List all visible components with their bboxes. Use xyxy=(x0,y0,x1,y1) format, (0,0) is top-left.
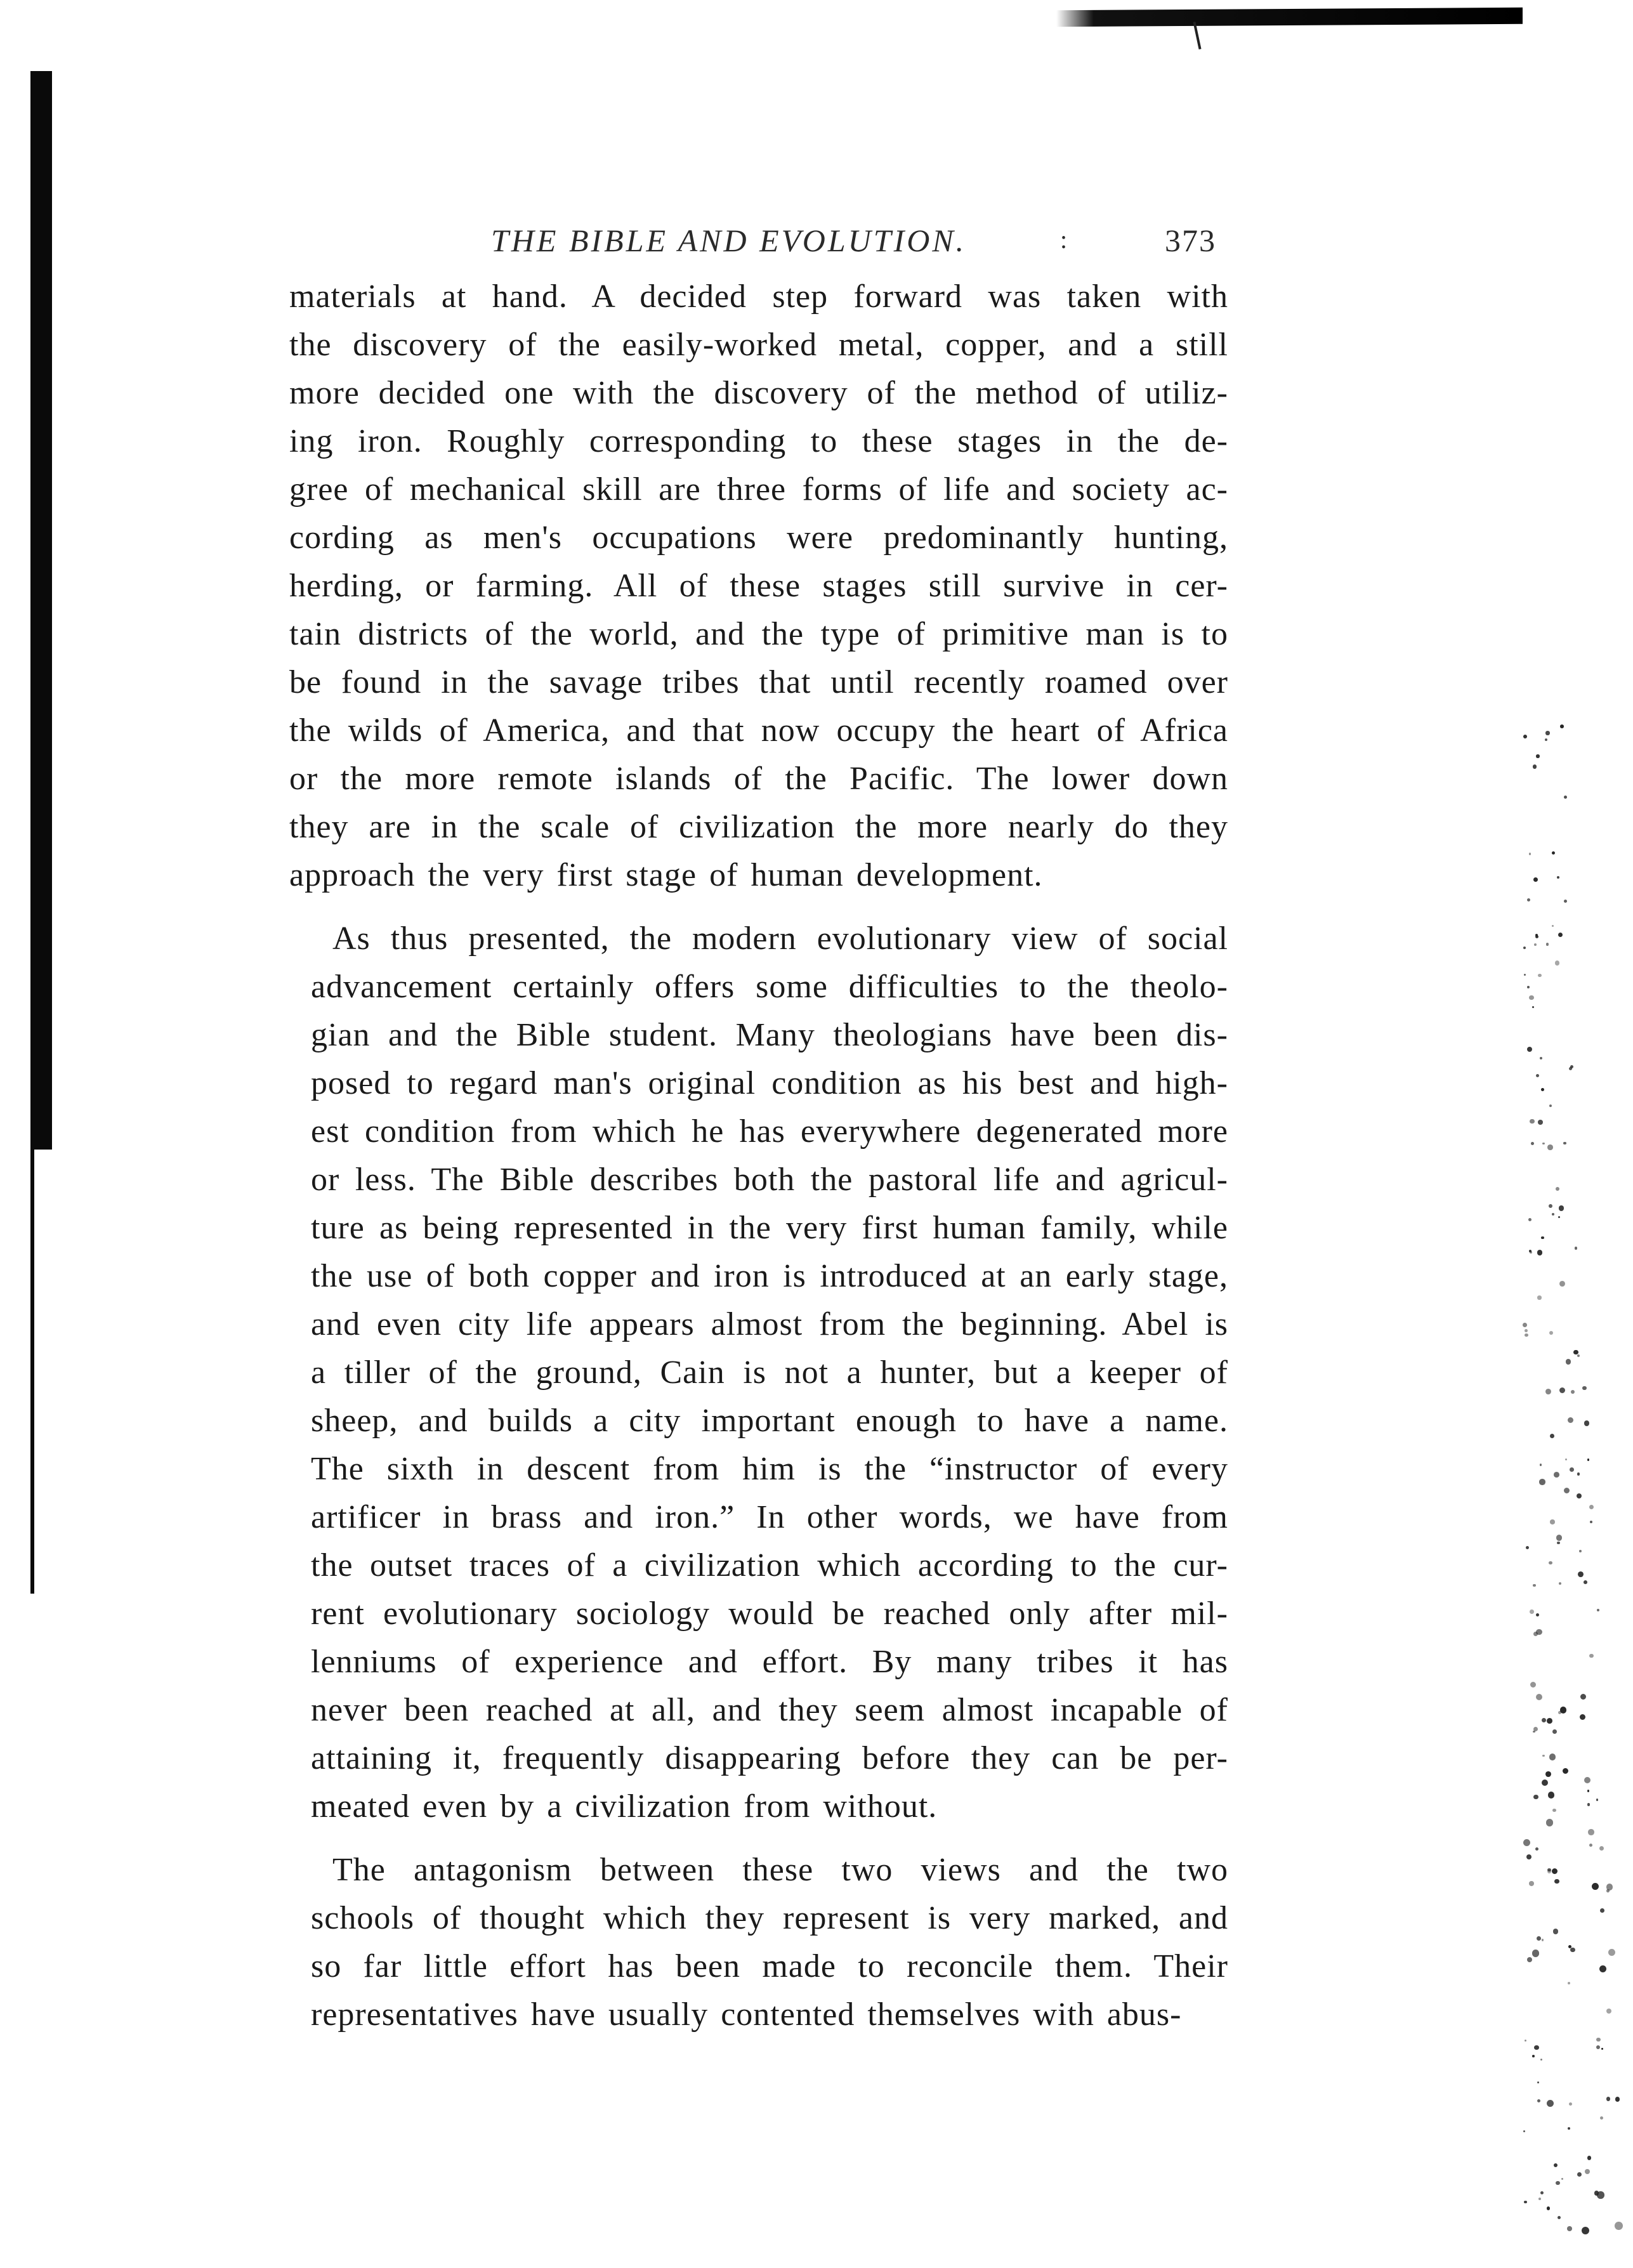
speckle xyxy=(1559,1387,1565,1393)
speckle xyxy=(1533,764,1537,769)
speckle xyxy=(1577,2172,1582,2177)
speckle xyxy=(1573,1350,1578,1355)
speckle xyxy=(1560,724,1564,728)
speckle xyxy=(1552,1729,1557,1734)
speckle xyxy=(1533,877,1538,882)
speckle xyxy=(1532,1950,1540,1957)
speckle xyxy=(1549,1753,1556,1760)
speckle xyxy=(1540,1464,1542,1466)
running-head-mark: : xyxy=(1060,225,1070,254)
text-line: they are in the scale of civilization the more nearly do they xyxy=(289,809,1228,845)
speckle xyxy=(1566,1359,1571,1365)
text-line: the discovery of the easily-worked metal, copper, and a still xyxy=(289,327,1228,363)
speckle xyxy=(1536,754,1539,757)
speckle xyxy=(1526,1854,1531,1859)
text-line: posed to regard man's original condition as his best and high- xyxy=(311,1065,1228,1101)
speckle xyxy=(1582,1386,1587,1391)
speckle xyxy=(1556,1535,1562,1540)
speckle xyxy=(1568,1982,1570,1984)
speckle xyxy=(1547,1144,1553,1150)
text-line: a tiller of the ground, Cain is not a hunter, but a keeper of xyxy=(311,1354,1228,1391)
speckle xyxy=(1542,1755,1544,1757)
speckle xyxy=(1606,1884,1613,1890)
speckle xyxy=(1541,1088,1544,1091)
speckle xyxy=(1525,2040,1526,2042)
speckle xyxy=(1564,900,1567,903)
text-line: advancement certainly offers some difficulties to the theolo- xyxy=(311,969,1228,1005)
body-text xyxy=(289,273,1241,2039)
speckle xyxy=(1599,1846,1604,1851)
speckle xyxy=(1549,1105,1552,1107)
speckle xyxy=(1523,735,1527,738)
text-line: attaining it, frequently disappearing before they can be per- xyxy=(311,1740,1228,1776)
speckle xyxy=(1523,1323,1527,1327)
speckle xyxy=(1587,1803,1590,1806)
text-line: or less. The Bible describes both the pastoral life and agricul- xyxy=(311,1162,1228,1198)
speckle xyxy=(1559,1205,1564,1210)
speckle xyxy=(1540,1057,1542,1059)
speckle xyxy=(1570,1467,1574,1472)
speckle xyxy=(1523,1839,1530,1846)
text-line: never been reached at all, and they seem almost incapable of xyxy=(311,1692,1228,1728)
speckle xyxy=(1540,2059,1543,2061)
speckle xyxy=(1547,2100,1554,2107)
text-line: and even city life appears almost from the beginning. Abel is xyxy=(311,1306,1228,1342)
speckle xyxy=(1533,1632,1538,1637)
speckle xyxy=(1558,2216,1561,2219)
top-edge-rule xyxy=(1056,8,1523,27)
speckle xyxy=(1589,1505,1594,1510)
paragraph xyxy=(289,273,1228,900)
speckle xyxy=(1534,943,1537,946)
speckle xyxy=(1579,1550,1582,1552)
speckle xyxy=(1530,1119,1534,1124)
speckle xyxy=(1525,1334,1528,1337)
speckle xyxy=(1532,1006,1534,1008)
speckle xyxy=(1527,1047,1532,1052)
speckle xyxy=(1542,1780,1548,1786)
text-line: est condition from which he has everywhere degenerated more xyxy=(311,1113,1228,1150)
speckle xyxy=(1568,1945,1571,1948)
speckle xyxy=(1556,2181,1559,2185)
speckle xyxy=(1596,2045,1601,2050)
text-line: approach the very first stage of human development. xyxy=(289,857,1043,893)
speckle xyxy=(1529,995,1533,1000)
speckle xyxy=(1575,1247,1578,1250)
speckle xyxy=(1570,1948,1575,1952)
text-line: more decided one with the discovery of the method of utiliz- xyxy=(289,375,1228,411)
speckle xyxy=(1542,1143,1544,1144)
speckle xyxy=(1580,1694,1586,1700)
text-line: The sixth in descent from him is the “instructor of every xyxy=(311,1451,1228,1487)
text-line: cording as men's occupations were predominantly hunting, xyxy=(289,520,1228,556)
speckle xyxy=(1557,1542,1559,1544)
speckle xyxy=(1536,1074,1539,1077)
text-line: As thus presented, the modern evolutionary view of social xyxy=(332,921,1228,957)
speckle xyxy=(1567,2226,1572,2231)
speckle xyxy=(1537,2081,1539,2083)
speckle xyxy=(1535,1847,1538,1851)
speckle xyxy=(1545,731,1549,735)
speckle xyxy=(1524,2201,1526,2203)
speckle xyxy=(1554,2163,1558,2167)
text-line: gree of mechanical skill are three forms of life and society ac- xyxy=(289,471,1228,508)
speckle xyxy=(1597,1609,1599,1611)
speckle xyxy=(1527,986,1530,988)
speckle xyxy=(1548,1792,1555,1799)
speckle xyxy=(1549,1204,1552,1208)
speckle xyxy=(1561,2178,1563,2180)
speckle xyxy=(1589,1844,1592,1847)
speckle xyxy=(1534,2045,1538,2050)
speckle xyxy=(1545,1389,1551,1394)
text-line: the wilds of America, and that now occupy the heart of Africa xyxy=(289,712,1228,749)
speckle xyxy=(1592,1883,1599,1890)
speckle xyxy=(1569,1067,1572,1070)
speckle xyxy=(1565,1458,1567,1460)
speckle xyxy=(1530,1609,1534,1614)
speckle xyxy=(1587,1458,1589,1460)
speckle xyxy=(1587,2156,1592,2160)
speckle xyxy=(1527,898,1530,901)
speckle xyxy=(1584,1580,1587,1584)
speckle xyxy=(1545,1771,1551,1777)
text-line: ing iron. Roughly corresponding to these stages in the de- xyxy=(289,423,1228,459)
speckle xyxy=(1554,1472,1559,1478)
text-line: the use of both copper and iron is introduced at an early stage, xyxy=(311,1258,1228,1294)
text-line: sheep, and builds a city important enough to have a name. xyxy=(311,1403,1228,1439)
text-line: be found in the savage tribes that until recently roamed over xyxy=(289,664,1228,700)
speckle xyxy=(1608,1949,1615,1956)
speckle xyxy=(1547,2206,1550,2210)
speckle xyxy=(1537,2099,1540,2102)
speckle xyxy=(1560,1707,1567,1714)
speckle xyxy=(1536,1613,1539,1616)
speckle xyxy=(1558,933,1563,937)
speckle xyxy=(1533,1795,1538,1800)
speckle xyxy=(1569,2102,1572,2106)
speckle xyxy=(1523,947,1526,949)
text-line: herding, or farming. All of these stages still survive in cer- xyxy=(289,568,1228,604)
speckle xyxy=(1578,1571,1584,1577)
speckle xyxy=(1568,1417,1573,1423)
speckle xyxy=(1563,1768,1568,1774)
speckle xyxy=(1535,935,1538,938)
speckle xyxy=(1529,853,1531,855)
speckle xyxy=(1577,1472,1580,1476)
speckle xyxy=(1557,876,1559,879)
speckle xyxy=(1533,1727,1538,1731)
speckle xyxy=(1554,1879,1559,1884)
speckle xyxy=(1563,1142,1566,1144)
speckle xyxy=(1540,2191,1544,2194)
speckle xyxy=(1531,1142,1534,1145)
speckle xyxy=(1542,1939,1544,1941)
speckle xyxy=(1552,1213,1555,1216)
speckle xyxy=(1533,1584,1535,1587)
speckle xyxy=(1555,960,1559,965)
speckle xyxy=(1600,2116,1603,2120)
paragraph xyxy=(289,1846,1228,2039)
speckle xyxy=(1549,1561,1552,1564)
paragraph xyxy=(289,915,1228,1831)
speckle xyxy=(1536,1694,1542,1700)
speckle xyxy=(1550,1519,1554,1524)
running-head xyxy=(289,216,1241,273)
speckle xyxy=(1585,2169,1590,2174)
page-number: 373 xyxy=(1165,223,1216,258)
speckle xyxy=(1588,1829,1594,1835)
speckle xyxy=(1606,2097,1611,2101)
running-head-title: THE BIBLE AND EVOLUTION. xyxy=(491,223,967,258)
speckle xyxy=(1546,1819,1553,1826)
speckle xyxy=(1559,1281,1565,1287)
speckle xyxy=(1527,1957,1532,1962)
speckle xyxy=(1523,2130,1526,2133)
speckle xyxy=(1601,2048,1603,2050)
speckle xyxy=(1577,1493,1582,1499)
speckle xyxy=(1524,974,1526,976)
speckle xyxy=(1552,925,1554,927)
speckle xyxy=(1564,1488,1570,1493)
text-line: schools of thought which they represent is very marked, and xyxy=(311,1900,1228,1936)
speckle xyxy=(1582,2227,1589,2234)
speckle xyxy=(1589,1654,1594,1658)
speckle xyxy=(1556,1187,1559,1191)
speckle xyxy=(1599,1965,1606,1972)
speckle xyxy=(1568,2127,1570,2130)
speckle xyxy=(1553,1929,1558,1934)
speckle xyxy=(1615,2097,1620,2101)
speckle xyxy=(1552,851,1555,855)
binding-shadow-line xyxy=(30,1150,34,1594)
speckle xyxy=(1538,974,1542,978)
speckle xyxy=(1596,2038,1601,2042)
speckle xyxy=(1525,1329,1528,1332)
text-line: meated even by a civilization from without. xyxy=(311,1788,938,1825)
text-line: tain districts of the world, and the type of primitive man is to xyxy=(289,616,1228,652)
binding-shadow-bar xyxy=(30,71,52,1150)
speckle xyxy=(1541,1236,1544,1240)
text-line: or the more remote islands of the Pacific. The lower down xyxy=(289,761,1228,797)
speckle xyxy=(1584,1420,1590,1426)
text-line: representatives have usually contented themselves with abus- xyxy=(311,1996,1182,2033)
speckle xyxy=(1537,1936,1541,1941)
speckle xyxy=(1539,1479,1545,1485)
text-line: artificer in brass and iron.” In other words, we have from xyxy=(311,1499,1228,1535)
speckle xyxy=(1549,1331,1553,1335)
speckle xyxy=(1542,1718,1546,1722)
speckle xyxy=(1580,1714,1585,1720)
scan-noise-margin xyxy=(1516,717,1630,2252)
speckle xyxy=(1558,1216,1560,1218)
speckle xyxy=(1552,1809,1556,1812)
speckle xyxy=(1545,738,1547,741)
speckle xyxy=(1596,1799,1598,1800)
text-line: ture as being represented in the very first human family, while xyxy=(311,1210,1228,1246)
speckle xyxy=(1615,2222,1623,2230)
speckle xyxy=(1538,1120,1542,1124)
speckle xyxy=(1559,1582,1561,1585)
speckle xyxy=(1528,1218,1531,1221)
speckle xyxy=(1577,1354,1580,1357)
speckle xyxy=(1538,2198,1541,2200)
speckle xyxy=(1526,1546,1529,1549)
speckle xyxy=(1529,1881,1533,1885)
speckle xyxy=(1547,1718,1552,1724)
text-line: so far little effort has been made to reconcile them. Their xyxy=(311,1948,1228,1984)
speckle xyxy=(1587,1790,1590,1792)
speckle xyxy=(1606,2009,1611,2014)
text-line: lenniums of experience and effort. By many tribes it has xyxy=(311,1644,1228,1680)
text-line: gian and the Bible student. Many theologians have been dis- xyxy=(311,1017,1228,1053)
text-line: materials at hand. A decided step forward was taken with xyxy=(289,279,1228,315)
speckle xyxy=(1546,943,1549,945)
speckle xyxy=(1600,1908,1604,1913)
speckle xyxy=(1571,1390,1575,1394)
speckle xyxy=(1530,1682,1537,1688)
book-page xyxy=(289,216,1241,2039)
speckle xyxy=(1550,1434,1554,1438)
speckle xyxy=(1590,1521,1592,1523)
speckle xyxy=(1584,1777,1590,1783)
speckle xyxy=(1537,1250,1543,1255)
text-line: rent evolutionary sociology would be reached only after mil- xyxy=(311,1596,1228,1632)
speckle xyxy=(1564,796,1567,799)
speckle xyxy=(1552,1868,1558,1874)
text-line: The antagonism between these two views and the two xyxy=(332,1852,1228,1888)
speckle xyxy=(1532,2055,1535,2057)
speckle xyxy=(1537,1295,1541,1299)
text-line: the outset traces of a civilization which according to the cur- xyxy=(311,1547,1228,1583)
